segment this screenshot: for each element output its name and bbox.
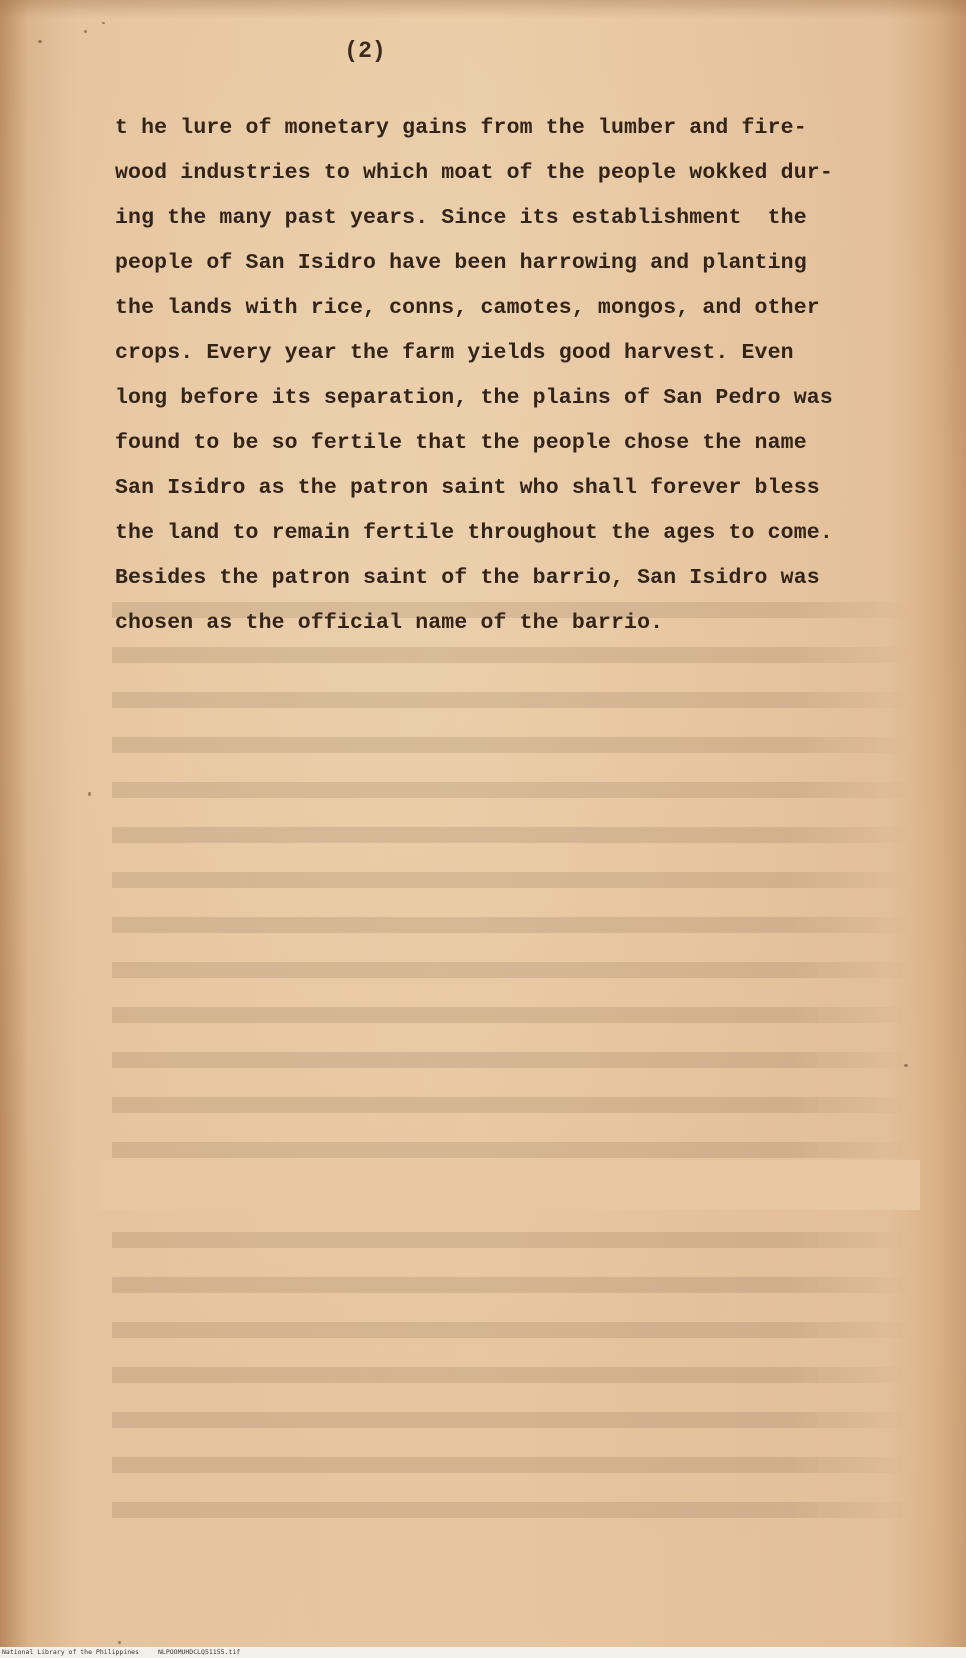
bleed-through-gap <box>100 1160 920 1210</box>
text-line: chosen as the official name of the barrio. <box>115 611 664 635</box>
footer-library: National Library of the Philippines <box>2 1648 139 1656</box>
text-line: Besides the patron saint of the barrio, San Isidro was <box>115 566 820 590</box>
paper-speck <box>102 22 105 24</box>
paper-speck <box>38 40 42 43</box>
text-line: wood industries to which moat of the people wokked dur- <box>115 161 833 185</box>
paper-speck <box>84 30 87 33</box>
text-line: San Isidro as the patron saint who shall forever bless <box>115 476 820 500</box>
paper-speck <box>118 1641 121 1644</box>
scan-footer <box>0 1647 966 1658</box>
page-shadow <box>0 0 966 18</box>
text-line: people of San Isidro have been harrowing and planting <box>115 251 807 275</box>
text-line: the land to remain fertile throughout the ages to come. <box>115 521 833 545</box>
text-line: the lands with rice, conns, camotes, mongos, and other <box>115 296 820 320</box>
text-line: t he lure of monetary gains from the lumber and fire- <box>115 116 807 140</box>
bleed-through-text <box>112 588 912 1528</box>
paper-speck <box>88 792 91 796</box>
page-number: (2) <box>344 38 386 64</box>
text-line: long before its separation, the plains of San Pedro was <box>115 386 833 410</box>
footer-file-id: NLPOOMUHDCLQ51155.tif <box>158 1648 241 1656</box>
text-line: crops. Every year the farm yields good harvest. Even <box>115 341 794 365</box>
paper-speck <box>904 1064 908 1067</box>
text-line: found to be so fertile that the people chose the name <box>115 431 807 455</box>
body-text <box>115 106 905 646</box>
text-line: ing the many past years. Since its establishment the <box>115 206 807 230</box>
